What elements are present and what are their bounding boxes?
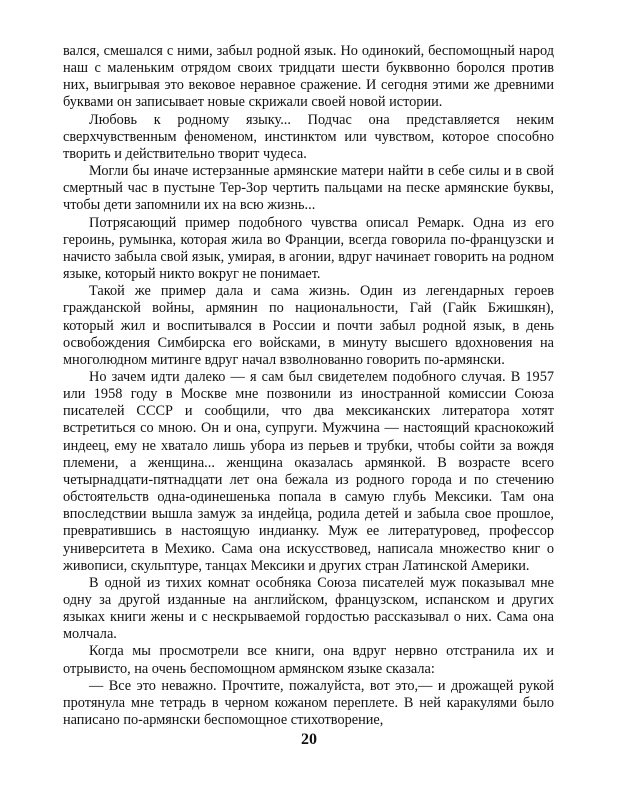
paragraph: В одной из тихих комнат особняка Союза писателей муж показывал мне одну за другой изданные на английском, французском, испанском и других языках книги жены и с нескрываемой гордостью рассказывал о них. Сама она молчала. <box>63 574 554 643</box>
paragraph: Когда мы просмотрели все книги, она вдруг нервно отстранила их и отрывисто, на очень беспомощном армянском языке сказала: <box>63 643 554 677</box>
paragraph: Но зачем идти далеко — я сам был свидетелем подобного случая. В 1957 или 1958 году в Москве мне позвонили из иностранной комиссии Союза писателей СССР и сообщили, что два мексиканских литератора хотят встретиться со мною. Он и она, супруги. Мужчина — настоящий краснокожий индеец, ему не хватало лишь убора из перьев и трубки, чтобы сойти за вождя племени, а женщина... женщина оказалась армянкой. В возрасте всего четырнадцати-пятнадцати лет она бежала из родного города и по стечению обстоятельств одна-одинешенька попала в самую глубь Мексики. Там она впоследствии вышла замуж за индейца, родила детей и забыла свое прошлое, превратившись в настоящую индианку. Муж ее литературовед, профессор университета в Мехико. Сама она искусствовед, написала множество книг о живописи, скульптуре, танцах Мексики и других стран Латинской Америки. <box>63 368 554 574</box>
paragraph: Любовь к родному языку... Подчас она представляется неким сверхчувственным феноменом, инстинктом или чувством, которое способно творить и действительно творит чудеса. <box>63 111 554 162</box>
page-number: 20 <box>301 731 317 748</box>
paragraph: Потрясающий пример подобного чувства описал Ремарк. Одна из его героинь, румынка, которая жила во Франции, всегда говорила по-французски и начисто забыла свой язык, умирая, в агонии, вдруг начинает говорить на родном языке, который никто вокруг не понимает. <box>63 214 554 283</box>
body-text <box>63 43 554 729</box>
paragraph: Такой же пример дала и сама жизнь. Один из легендарных героев гражданской войны, армянин по национальности, Гай (Гайк Бжишкян), который жил и воспитывался в России и почти забыл родной язык, в день освобождения Симбирска его войсками, в минуту высшего вдохновения на многолюдном митинге вдруг начал взволнованно говорить по-армянски. <box>63 283 554 368</box>
paragraph: — Все это неважно. Прочтите, пожалуйста, вот это,— и дрожащей рукой протянула мне тетрадь в черном кожаном переплете. В ней каракулями было написано по-армянски беспомощное стихотворение, <box>63 677 554 729</box>
paragraph-continued: вался, смешался с ними, забыл родной язык. Но одинокий, беспомощный народ наш с маленьким отрядом своих тридцати шести букввонно боролся против них, выигрывая это вековое неравное сражение. И сегодня этими же древними буквами он записывает новые скрижали своей новой истории. <box>63 43 554 111</box>
paragraph: Могли бы иначе истерзанные армянские матери найти в себе силы и в свой смертный час в пустыне Тер-Зор чертить пальцами на песке армянские буквы, чтобы дети запомнили их на всю жизнь... <box>63 163 554 214</box>
